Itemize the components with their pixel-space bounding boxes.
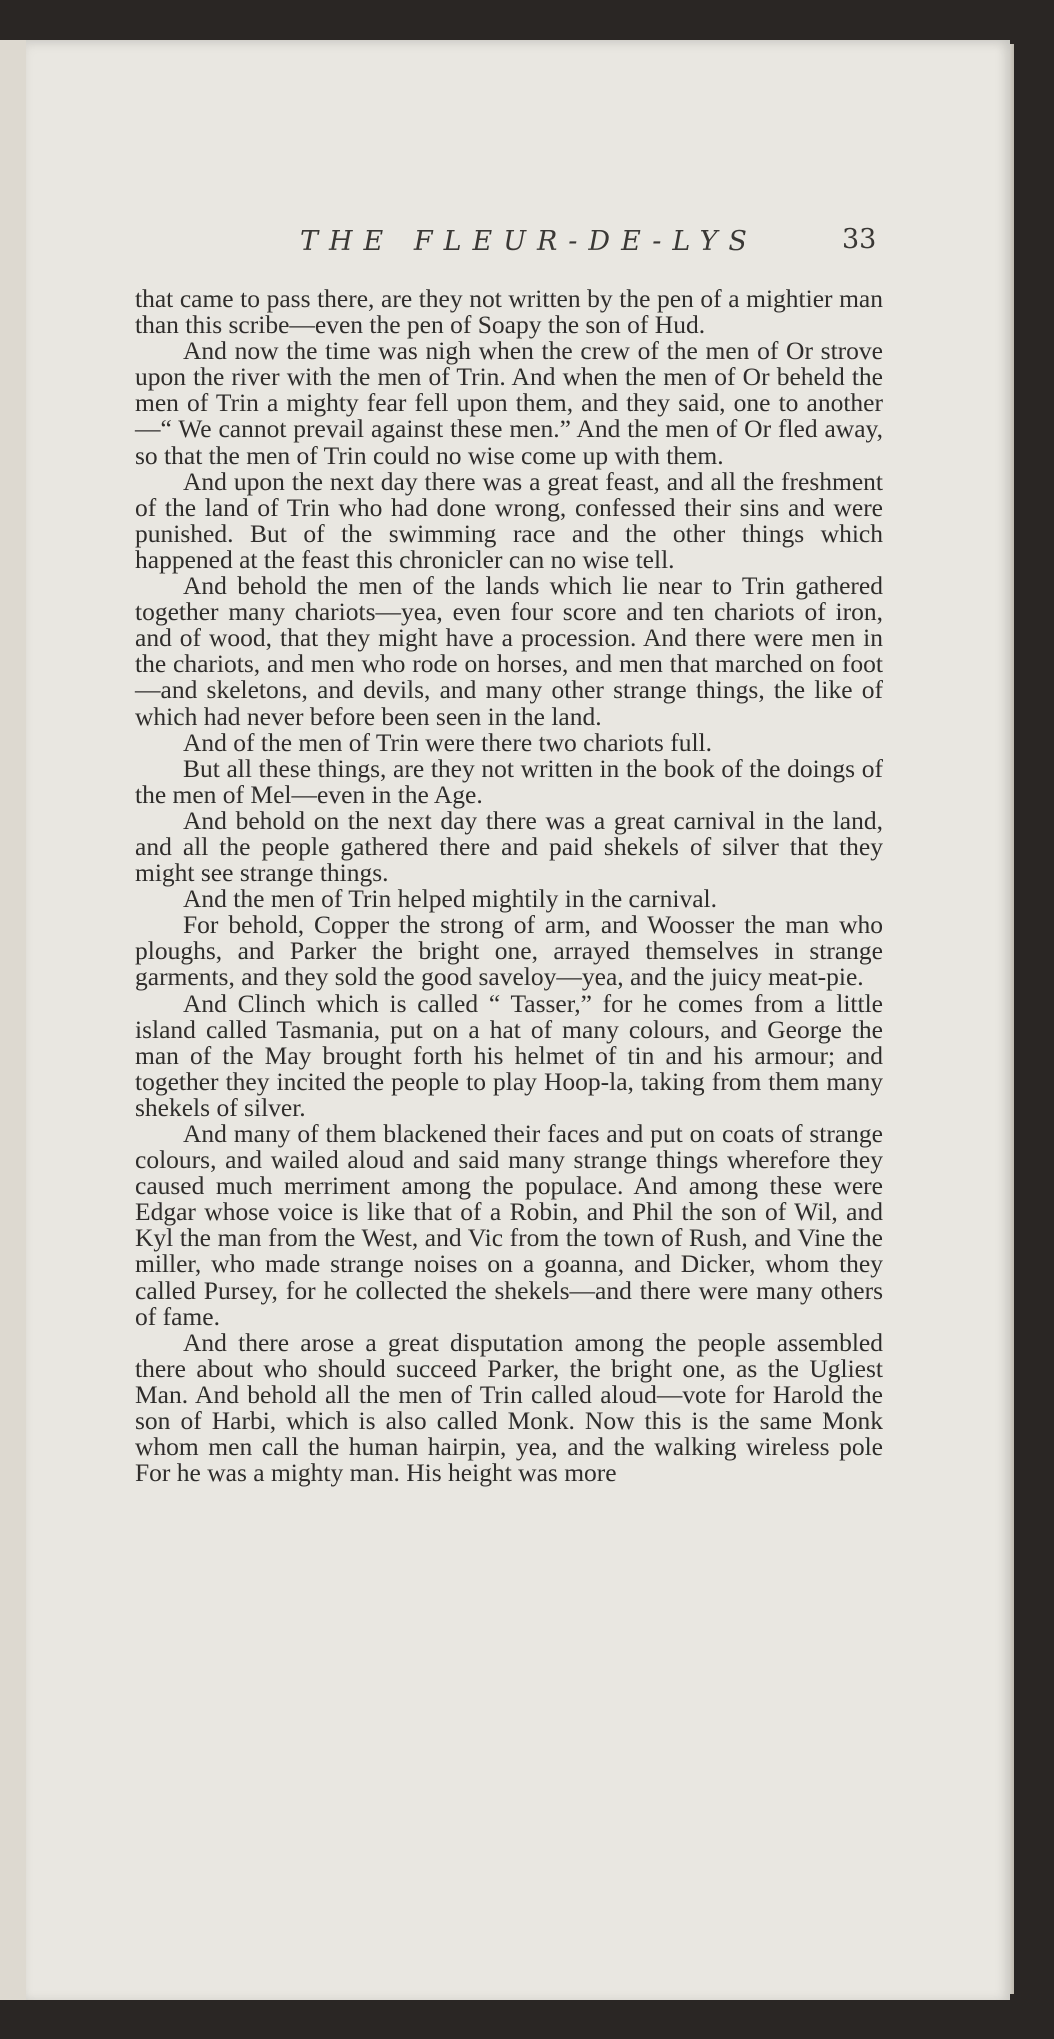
paragraph: But all these things, are they not written in the book of the doings of the men of Mel—even in the Age. (135, 753, 883, 809)
facing-page-edge (0, 40, 27, 2000)
paragraph: And now the time was nigh when the crew of the men of Or strove upon the river with the men of Trin. And when the men of Or beheld the men of Trin a mighty fear fell upon them, and they said, one to another—“ We cannot prevail against these men.” And the men of Or fled away, so that the men of Trin could no wise come up with them. (135, 336, 883, 470)
page-body (135, 286, 883, 1486)
paragraph: And upon the next day there was a great feast, and all the freshment of the land of Trin who had done wrong, confessed their sins and were punished. But of the swimming race and the other things which happened at the feast this chronicler can no wise tell. (135, 466, 883, 574)
paragraph: And of the men of Trin were there two chariots full. (183, 727, 713, 757)
paragraph: For behold, Copper the strong of arm, and Woosser the man who ploughs, and Parker the bright one, arrayed themselves in strange garments, and they sold the good saveloy—yea, and the juicy meat-pie. (135, 910, 883, 992)
paragraph: And the men of Trin helped mightily in the carnival. (183, 884, 718, 914)
paragraph: And there arose a great disputation among the people assembled there about who should succeed Parker, the bright one, as the Ugliest Man. And behold all the men of Trin called aloud—vote for Harold the son of Harbi, which is also called Monk. Now this is the same Monk whom men call the human hairpin, yea, and the walking wireless pole For he was a mighty man. His height was more (135, 1327, 883, 1488)
paragraph: And behold on the next day there was a great carnival in the land, and all the people gathered there and paid shekels of silver that they might see strange things. (135, 805, 883, 888)
paragraph: And many of them blackened their faces and put on coats of strange colours, and wailed aloud and said many strange things wherefore they caused much merriment among the populace. And among these were Edgar whose voice is like that of a Robin, and Phil the son of Wil, and Kyl the man from the West, and Vic from the town of Rush, and Vine the miller, who made strange noises on a goanna, and Dicker, whom they called Pursey, for he collected the shekels—and there were many others of fame. (135, 1119, 883, 1331)
running-head: THE FLEUR-DE-LYS (300, 226, 758, 257)
paragraph: And Clinch which is called “ Tasser,” for he comes from a little island called Tasmania, put on a hat of many colours, and George the man of the May brought forth his helmet of tin and his armour; and together they incited the people to play Hoop-la, taking from them many shekels of silver. (135, 988, 883, 1122)
paragraph: that came to pass there, are they not written by the pen of a mightier man than this scribe—even the pen of Soapy the son of Hud. (135, 284, 883, 340)
page-number: 33 (842, 224, 877, 255)
paragraph: And behold the men of the lands which lie near to Trin gathered together many chariots—yea, even four score and ten chariots of iron, and of wood, that they might have a procession. And there were men in the chariots, and men who rode on horses, and men that marched on foot—and skeletons, and devils, and many other strange things, the like of which had never before been seen in the land. (135, 571, 883, 731)
